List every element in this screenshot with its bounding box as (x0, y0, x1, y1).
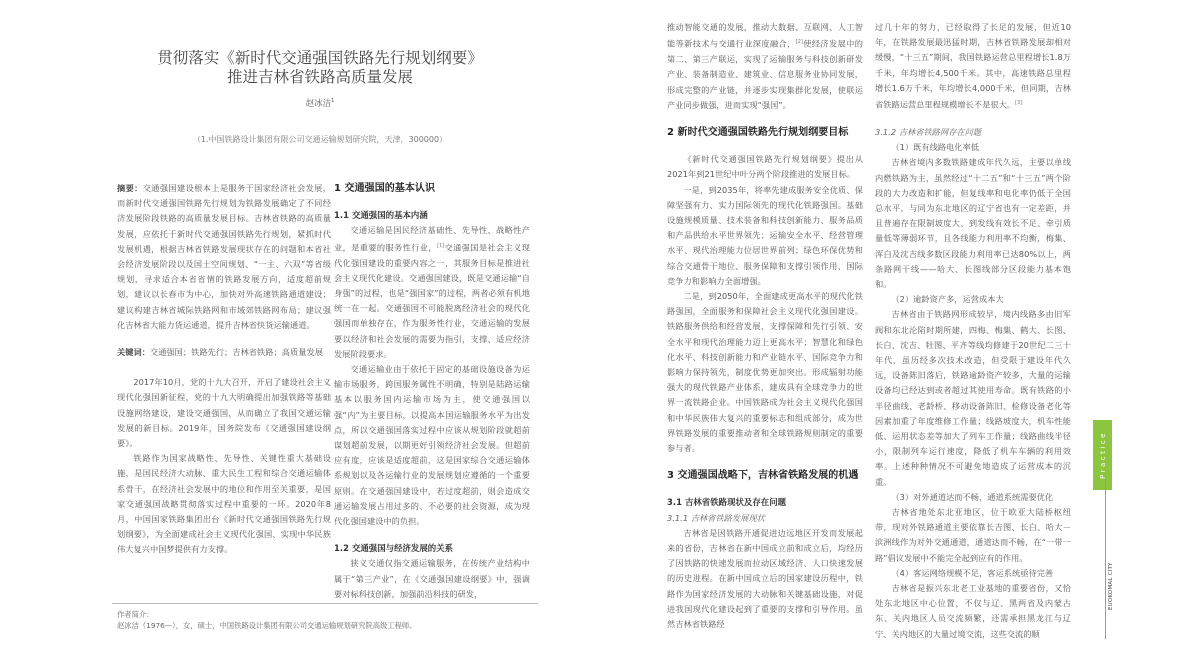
author-bio-text: 赵冰洁（1976—），女，硕士，中国铁路设计集团有限公司交通运输规划研究院高级工程师。 (117, 620, 417, 630)
author-bio-label: 作者简介： (117, 610, 154, 619)
left-column-1 (117, 181, 331, 558)
section-1-2-continued (667, 20, 863, 113)
right-page (598, 0, 1196, 656)
issue-2-text: 吉林省由于铁路网形成较早，境内线路多由旧军阀和东北沦陷时期所建，四梅、梅集、鹤大、长图、长白、沈吉、牡图、平齐等线均修建于20世纪二三十年代，虽历经多次技术改造，但受限于建设年代久远，设备陈旧落后，铁路逾龄资产较多，大量的运输设备均已经达到或者超过其使用寿命。既有铁路的小半径曲线、老龄桥、移动设备陈旧、检修设备老化等因素加重了年度维修工作量；线路坡度大，机车性能低、运用状态差等加大了列车工作量；线路曲线半径小，限制列车运行速度，降低了机车车辆的利用效率。上述种种情况不可避免地造成了运营成本的沉重。 (875, 309, 1071, 487)
author-text: 赵冰洁 (305, 99, 332, 109)
para-text: 使经济发展中的第二、第三产联运，实现了运输服务与科技创新研发产业、装备制造业、建筑业、信息服务业协同发展，形成完整的产业链，并逐步实现集群化发展，使联运产业同步做强，进而实现“强国”。 (667, 38, 863, 110)
section-3-1-heading: 3.1 吉林省铁路现状及存在问题 (667, 497, 787, 508)
section-3-heading: 3 交通强国战略下，吉林省铁路发展的机遇 (667, 470, 859, 482)
abstract (117, 181, 331, 333)
left-column-2 (334, 181, 530, 600)
section-1-1-paragraph-1 (334, 223, 530, 362)
issue-1-text: 吉林省境内多数铁路建成年代久远，主要以单线内燃铁路为主，虽然经过“十二五”和“十三五”两个阶段的大力改造和扩能，但复线率和电化率仍低于全国总水平，与同为东北地区的辽宁省也有一定差距，并且普遍存在限制坡度大、到发线有效长不足、牵引质量低等薄弱环节，且各线能力利用率不均衡，梅集、浑白及沈吉线多数区段能力利用率已达80%以上，两条路网干线——哈大、长图线部分区段能力基本饱和。 (875, 157, 1071, 289)
citation-ref: [1] (436, 242, 445, 249)
author-superscript: 1 (331, 98, 335, 105)
issue-1-title: （1）既有线路电化率低 (891, 142, 980, 153)
section-tab (1093, 420, 1112, 490)
issue-4-text: 吉林省是振兴东北老工业基地的重要省份，又恰处东北地区中心位置，不仅与辽、黑两省及内蒙古东、关内地区人员交流频繁，还需承担黑龙江与辽宁、关内地区的大量过境交流，这些交流的顺 (875, 583, 1071, 639)
section-3-1-1-heading: 3.1.1 吉林省铁路发展现状 (667, 512, 765, 523)
section-3-1-2-heading: 3.1.2 吉林省铁路网存在问题 (875, 126, 982, 137)
para-text: 推动智能交通的发展，推动大数据、互联网、人工智能等新技术与交通行业深度融合， (667, 22, 863, 49)
section-3-1-1-paragraph: 吉林省是因铁路开通促进边远地区开发而发展起来的省份，吉林省在新中国成立前和成立后，均经历了因铁路的快速发展而拉动区域经济、人口快速发展的历史进程。在新中国成立后的国家建设历程中，铁路作为国家经济发展的大动脉和关键基础设施，对促进我国现代化建设起到了重要的支撑和引导作用。虽然吉林省铁路经 (667, 527, 863, 630)
author-bio (117, 610, 417, 631)
title-line-2: 推进吉林省铁路高质量发展 (226, 68, 413, 86)
section-tab-label: Practice (1098, 431, 1107, 479)
keywords-label: 关键词： (117, 347, 150, 358)
section-1-2-paragraph-1: 狭义交通仅指交通运输服务，在传统产业结构中属于“第三产业”，在《交通强国建设纲要》中，强调要对标科技创新，加强前沿科技的研发， (334, 558, 530, 599)
section-2-paragraph-1: 《新时代交通强国铁路先行规划纲要》提出从2021年到21世纪中叶分两个阶段推进的发展目标。 (667, 154, 863, 180)
issue-2-title: （2）逾龄资产多，运营成本大 (891, 294, 1004, 305)
sidebar-rule (1105, 479, 1106, 639)
keywords-text: 交通强国；铁路先行；吉林省铁路；高质量发展 (149, 347, 323, 358)
section-1-heading: 1 交通强国的基本认识 (334, 183, 435, 194)
footnote-separator (112, 603, 538, 604)
section-1-1-paragraph-2: 交通运输业由于依托于固定的基础设施设备为运输市场服务，跨国服务属性不明确，特别是陆路运输基本以服务国内运输市场为主，使交通强国以强“内”为主要目标，以提高本国运输服务水平为出发点，所以交通强国落实过程中应该从规划阶段就超前谋划超前发展，以期更好引领经济社会发展。但超前应有度，应该是适度超前，这是国家综合交通运输体系规划以及各运输行业的发展规划应遵循的一个重要原则。在交通强国建设中，若过度超前，则会造成交通运输发展占用过多的、不必要的社会资源，成为现代化强国建设中的负担。 (334, 363, 530, 526)
affiliation: （1.中国铁路设计集团有限公司交通运输规划研究院，天津，300000） (192, 135, 448, 144)
citation-ref: [3] (1015, 100, 1023, 107)
intro-paragraph-2: 铁路作为国家战略性、先导性、关键性重大基础设施，是国民经济大动脉、重大民生工程和综合交通运输体系骨干，在经济社会发展中的地位和作用至关重要，是国家交通强国战略贯彻落实过程中重要的一环。2020年8月，中国国家铁路集团出台《新时代交通强国铁路先行规划纲要》，为全面建成社会主义现代化强国、实现中华民族伟大复兴中国梦提供有力支撑。 (117, 453, 331, 555)
right-column-2 (875, 20, 1071, 640)
article-title (110, 49, 530, 87)
section-3-1-1-continued (875, 20, 1071, 113)
section-1-1-heading: 1.1 交通强国的基本内涵 (334, 210, 428, 221)
section-1-2-heading: 1.2 交通强国与经济发展的关系 (334, 543, 454, 554)
para-text: 交通运输是国民经济基础性、先导性、战略性产业，是重要的服务性行业， (334, 225, 530, 253)
issue-3-text: 吉林省地处东北亚地区，位于欧亚大陆桥枢纽带，现对外铁路通道主要依靠长吉图、长白、哈大－滨洲线作为对外交通通道，通道达而不畅，在“一带一路”倡议发展中不能完全起到应有的作用。 (875, 507, 1071, 563)
abstract-label: 摘要： (117, 183, 143, 193)
right-column-1 (667, 20, 863, 632)
abstract-text: 交通强国建设根本上是服务于国家经济社会发展，而新时代交通强国铁路先行规划为铁路发展确定了不同经济发展阶段铁路的高质量发展目标。吉林省铁路的高质量发展，应依托于新时代交通强国铁路先行规划，紧抓时代发展机遇，根据吉林省铁路发展现状存在的问题和本省社会经济发展阶段以及国土空间规划、“一主、六双”等省级规划，寻求适合本省省情的铁路发展方向，适度超前规划，建议以长春市为中心，加快对外高速铁路通道建设；建议构建吉林省城际铁路网和市域郊铁路网布局；建议强化吉林省大能力货运通道，提升吉林省快货运输通道。 (117, 183, 331, 330)
author-name (110, 97, 530, 109)
magazine-name: EUOKOMAL CITY (1108, 562, 1114, 610)
para-text: 交通强国是社会主义现代化强国建设的重要内容之一，其服务目标是推进社会主义现代化建设。交通强国建设，既是交通运输“自身强”的过程，也是“强国家”的过程，两者必须有机地统一在一起。交通强国不可能脱离经济社会的现代化强国而单独存在，作为服务性行业，交通运输的发展要以经济和社会发展的需要为指引，支撑、适应经济发展阶段要求。 (334, 242, 530, 359)
section-2-heading: 2 新时代交通强国铁路先行规划纲要目标 (667, 126, 849, 138)
para-text: 过几十年的努力，已经取得了长足的发展，但近10年，在铁路发展最迅猛时期，吉林省铁路发展却相对缓慢，“十三五”期间，我国铁路运营总里程增长1.8万千米，年均增长4,500千米。其中，高速铁路总里程增长1.6万千米，年均增长4,000千米，但同期，吉林省铁路运营总里程规模增长不是很大。 (875, 22, 1071, 110)
section-2-paragraph-2: 一是，到2035年，将率先建成服务安全优质、保障坚强有力、实力国际领先的现代化铁路强国。基础设施规模质量、技术装备和科技创新能力、服务品质和产品供给水平世界领先；运输安全水平、经营管理水平、现代治理能力位居世界前列；绿色环保优势和综合交通骨干地位、服务保障和支撑引领作用、国际竞争力和影响力全面增强。 (667, 184, 863, 286)
section-2-paragraph-3: 二是，到2050年，全面建成更高水平的现代化铁路强国，全面服务和保障社会主义现代化强国建设。铁路服务供给和经营发展、支撑保障和先行引领、安全水平和现代治理能力迈上更高水平；智慧化和绿色化水平、科技创新能力和产业链水平、国际竞争力和影响力保持领先，制度优势更加突出。形成辐射功能强大的现代铁路产业体系，建成具有全球竞争力的世界一流铁路企业。中国铁路成为社会主义现代化强国和中华民族伟大复兴的重要标志和组成部分，成为世界铁路发展的重要推动者和全球铁路规则制定的重要参与者。 (667, 290, 863, 454)
citation-ref: [2] (795, 39, 803, 46)
issue-4-title: （4）客运网络规模不足，客运系统亟待完善 (891, 567, 1054, 578)
issue-3-title: （3）对外通道达而不畅，通道系统需要优化 (891, 491, 1054, 502)
intro-paragraph-1: 2017年10月，党的十九大召开，开启了建设社会主义现代化强国新征程，党的十九大明确提出加强铁路等基础设施网络建设，建设交通强国，从而确立了我国交通运输发展的新目标。2019年，国务院发布《交通强国建设纲要》。 (117, 377, 331, 449)
title-line-1: 贯彻落实《新时代交通强国铁路先行规划纲要》 (157, 49, 483, 67)
keywords (117, 345, 331, 360)
